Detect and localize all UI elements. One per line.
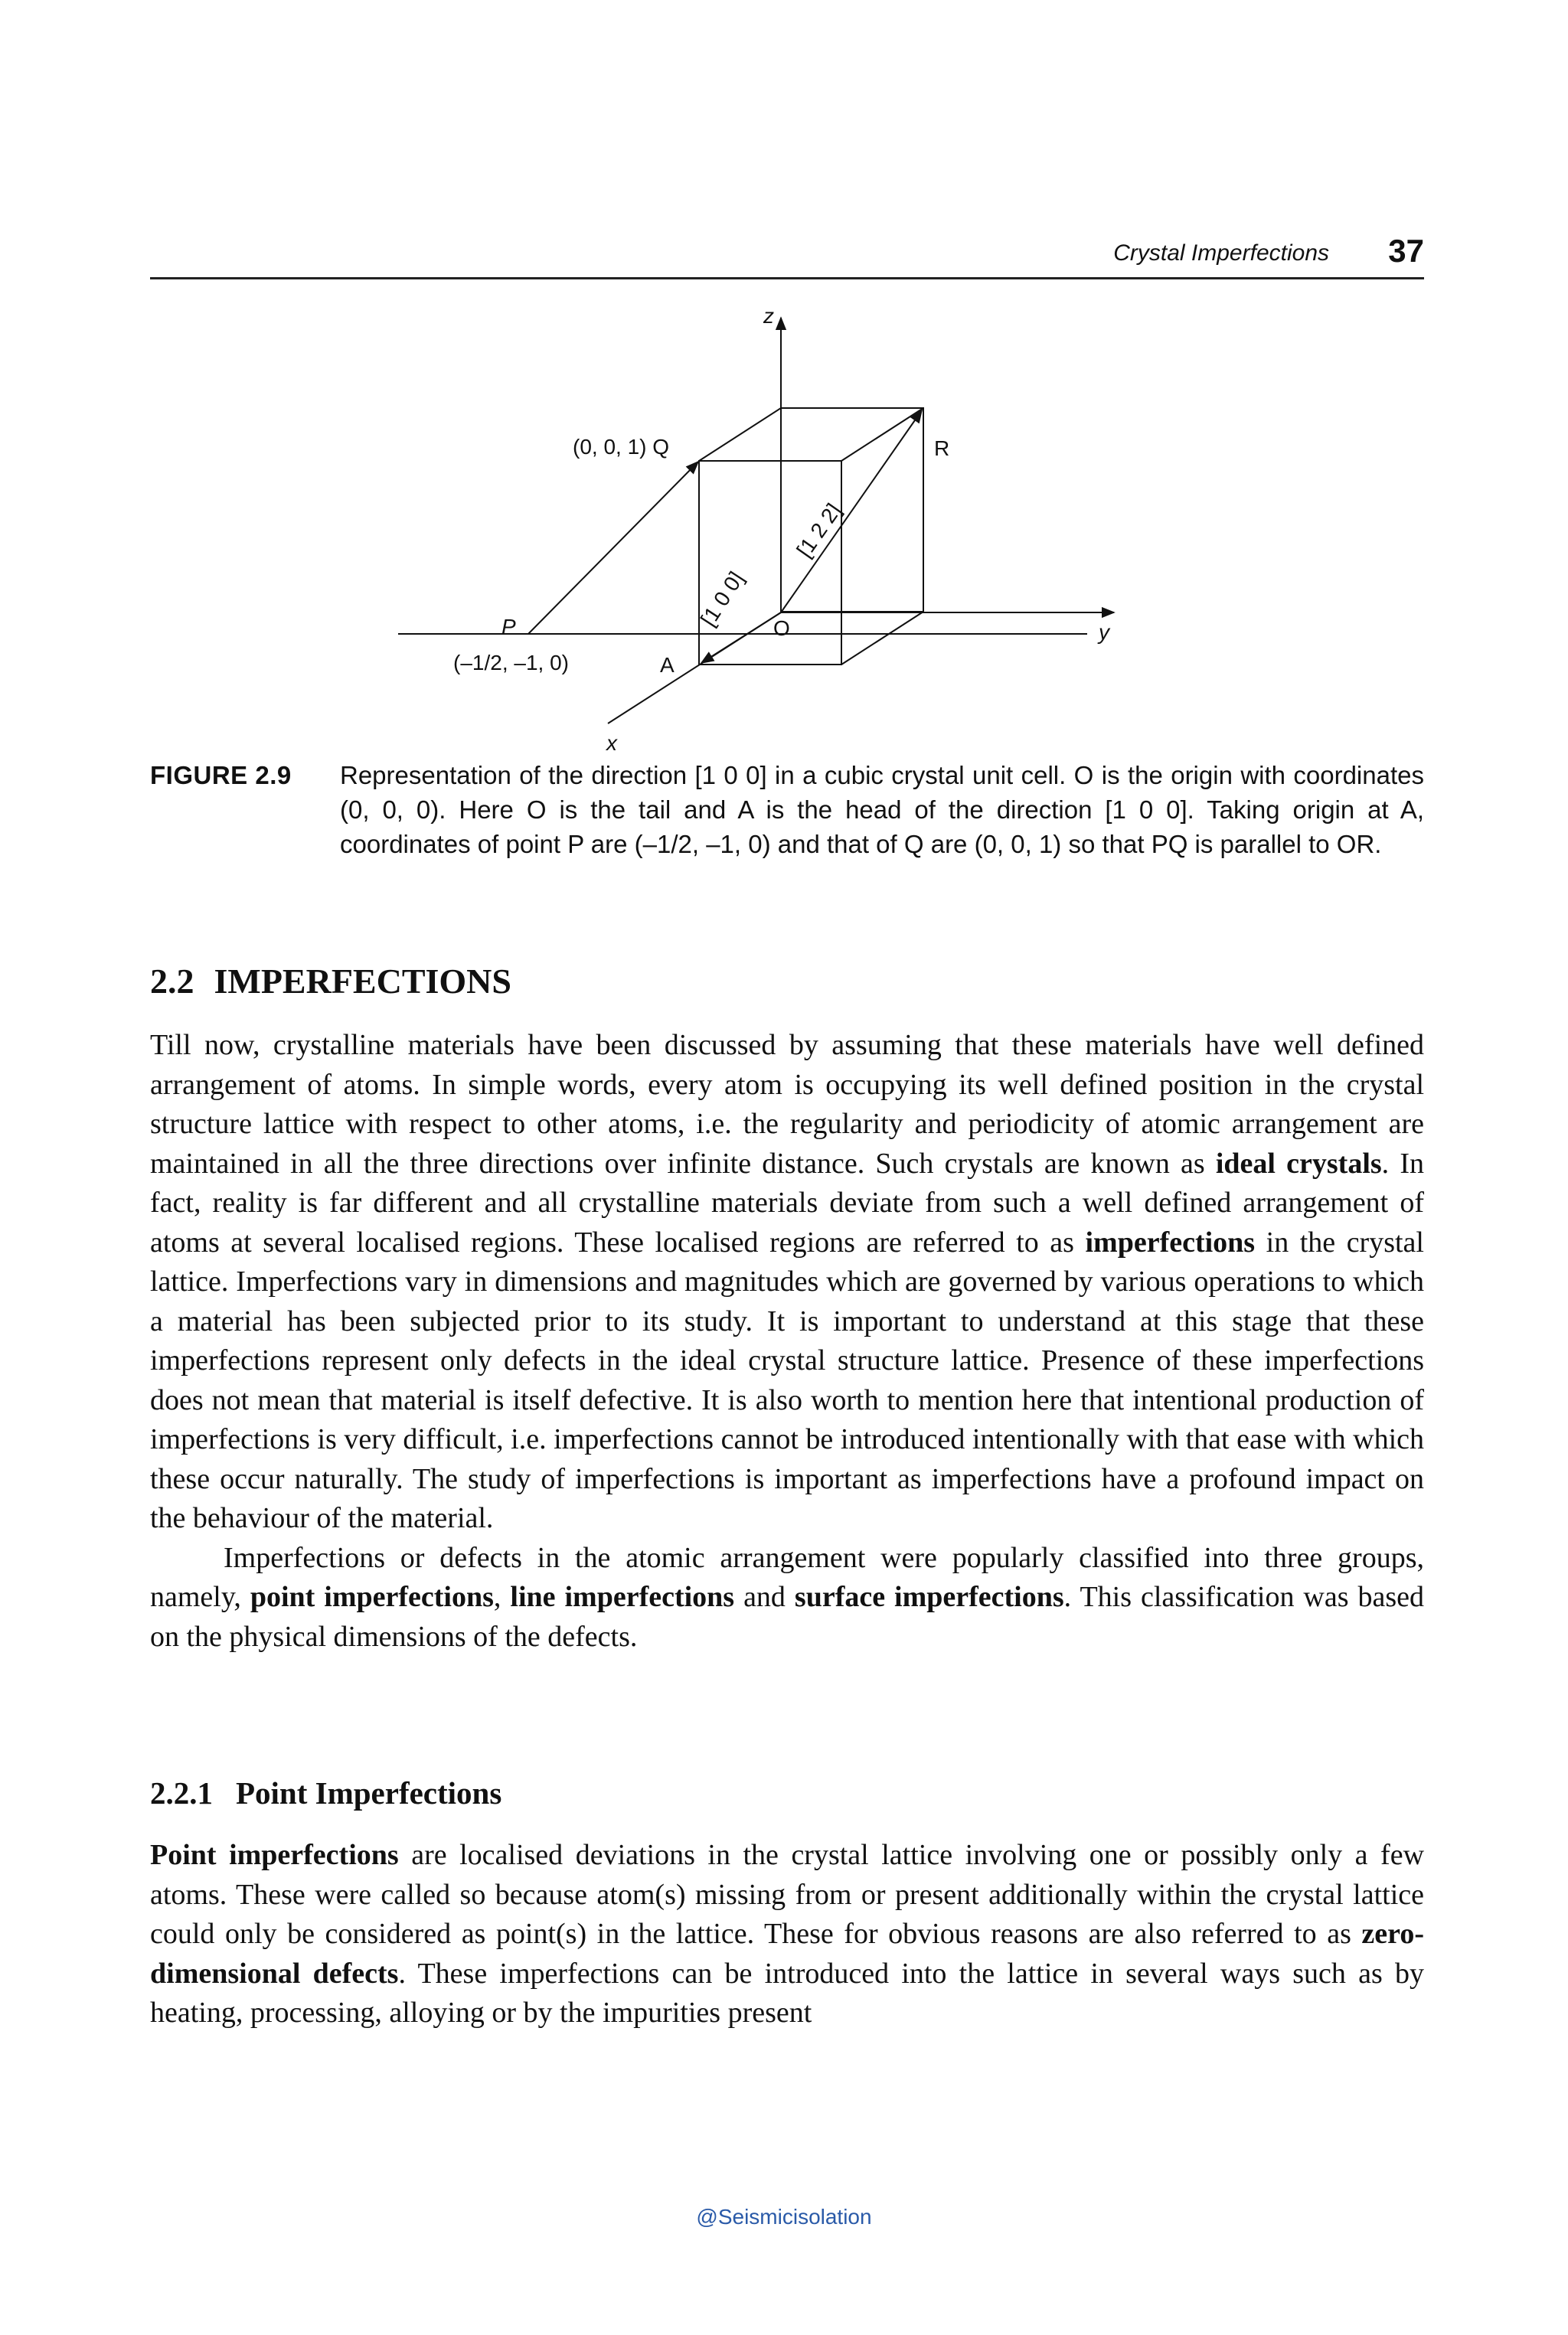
term-point-imperfections-lead: Point imperfections	[150, 1839, 399, 1871]
y-axis-arrow	[781, 619, 1112, 634]
term-ideal-crystals: ideal crystals	[1215, 1147, 1382, 1180]
subsection-title: Point Imperfections	[236, 1775, 502, 1811]
label-y: y	[1099, 620, 1109, 644]
term-point-imperfections: point imperfections	[250, 1581, 494, 1613]
section-body	[150, 1026, 1424, 1657]
term-imperfections: imperfections	[1085, 1226, 1256, 1259]
unit-cell-diagram	[383, 299, 1179, 758]
term-zero-dimensional-defects: zero-dimensional defects	[150, 1918, 1424, 1990]
label-q: (0, 0, 1) Q	[573, 435, 670, 459]
running-head-title: Crystal Imperfections	[1113, 240, 1329, 266]
subsection-number: 2.2.1	[150, 1775, 213, 1811]
label-o: O	[773, 616, 790, 640]
text-run: and	[734, 1581, 795, 1613]
section-heading	[150, 961, 511, 1001]
text-run: are localised deviations in the crystal lattice involving one or possibly only a few atoms. These were called so because atom(s) missing from or present additionally within the crystal lattice could only be considered as point(s) in the lattice. These for obvious reasons are also referred to as	[150, 1839, 1425, 1950]
page-number: 37	[1388, 233, 1424, 269]
text-run: ,	[493, 1581, 511, 1613]
label-r: R	[934, 436, 950, 460]
section-title: IMPERFECTIONS	[214, 962, 511, 1001]
paragraph-classification	[150, 1539, 1424, 1657]
text-run: . This classification was based on the physical dimensions of the defects.	[150, 1581, 1425, 1653]
direction-122	[781, 410, 922, 612]
subsection-body	[150, 1836, 1424, 2033]
line-pq	[528, 462, 698, 634]
label-x: x	[606, 731, 617, 755]
text-run: . In fact, reality is far different and all crystalline materials deviate from such a well defined arrangement of atoms at several localised regions. These localised regions are referred to as	[150, 1147, 1424, 1259]
term-line-imperfections: line imperfections	[510, 1581, 735, 1613]
subsection-heading	[150, 1775, 501, 1811]
label-p: P	[501, 615, 516, 638]
label-z: z	[763, 304, 774, 328]
text-run: in the crystal lattice. Imperfections vary in dimensions and magnitudes which are governed by various operations to which a material has been subjected prior to its study. It is important to understand at this stage that these imperfections represent only defects in the ideal crystal structure lattice. Presence of these imperfections does not mean that material is itself defective. It is also worth to mention here that intentional production of imperfections is very difficult, i.e. imperfections cannot be introduced intentionally with that ease with which these occur naturally. The study of imperfections is important as imperfections have a profound impact on the behaviour of the material.	[150, 1226, 1424, 1534]
text-run: Imperfections or defects in the atomic arrangement were popularly classified into three groups, namely,	[150, 1541, 1424, 1613]
watermark: @Seismicisolation	[696, 2205, 872, 2229]
section-number: 2.2	[150, 962, 194, 1001]
figure-caption-text: Representation of the direction [1 0 0] in a cubic crystal unit cell. O is the origin with coordinates (0, 0, 0). Here O is the tail and A is the head of the direction [1 0 0]. Taking origin at A, coordinates of point P are (–1/2, –1, 0) and that of Q are (0, 0, 1) so that PQ is parallel to OR.	[340, 761, 1424, 858]
figure-caption	[150, 758, 1424, 861]
label-p-coords: (–1/2, –1, 0)	[453, 651, 569, 674]
text-run: . These imperfections can be introduced into the lattice in several ways such as by heating, processing, alloying or by the impurities present	[150, 1957, 1424, 2029]
paragraph-imperfections-intro	[150, 1026, 1424, 1539]
label-a: A	[660, 653, 675, 677]
paragraph-point-imperfections	[150, 1836, 1424, 2033]
text-run: Till now, crystalline materials have been discussed by assuming that these materials have well defined arrangement of atoms. In simple words, every atom is occupying its well defined position in the crystal structure lattice with respect to other atoms, i.e. the regularity and periodicity of atomic arrangement are maintained in all the three directions over infinite distance. Such crystals are known as	[150, 1029, 1424, 1180]
term-surface-imperfections: surface imperfections	[794, 1581, 1064, 1613]
figure-cubic-unit-cell	[383, 299, 1179, 758]
running-head	[150, 231, 1424, 279]
label-direction-100: [1 0 0]	[696, 567, 749, 631]
figure-caption-label: FIGURE 2.9	[150, 761, 292, 789]
label-direction-122: [1 2 2]	[792, 498, 846, 562]
